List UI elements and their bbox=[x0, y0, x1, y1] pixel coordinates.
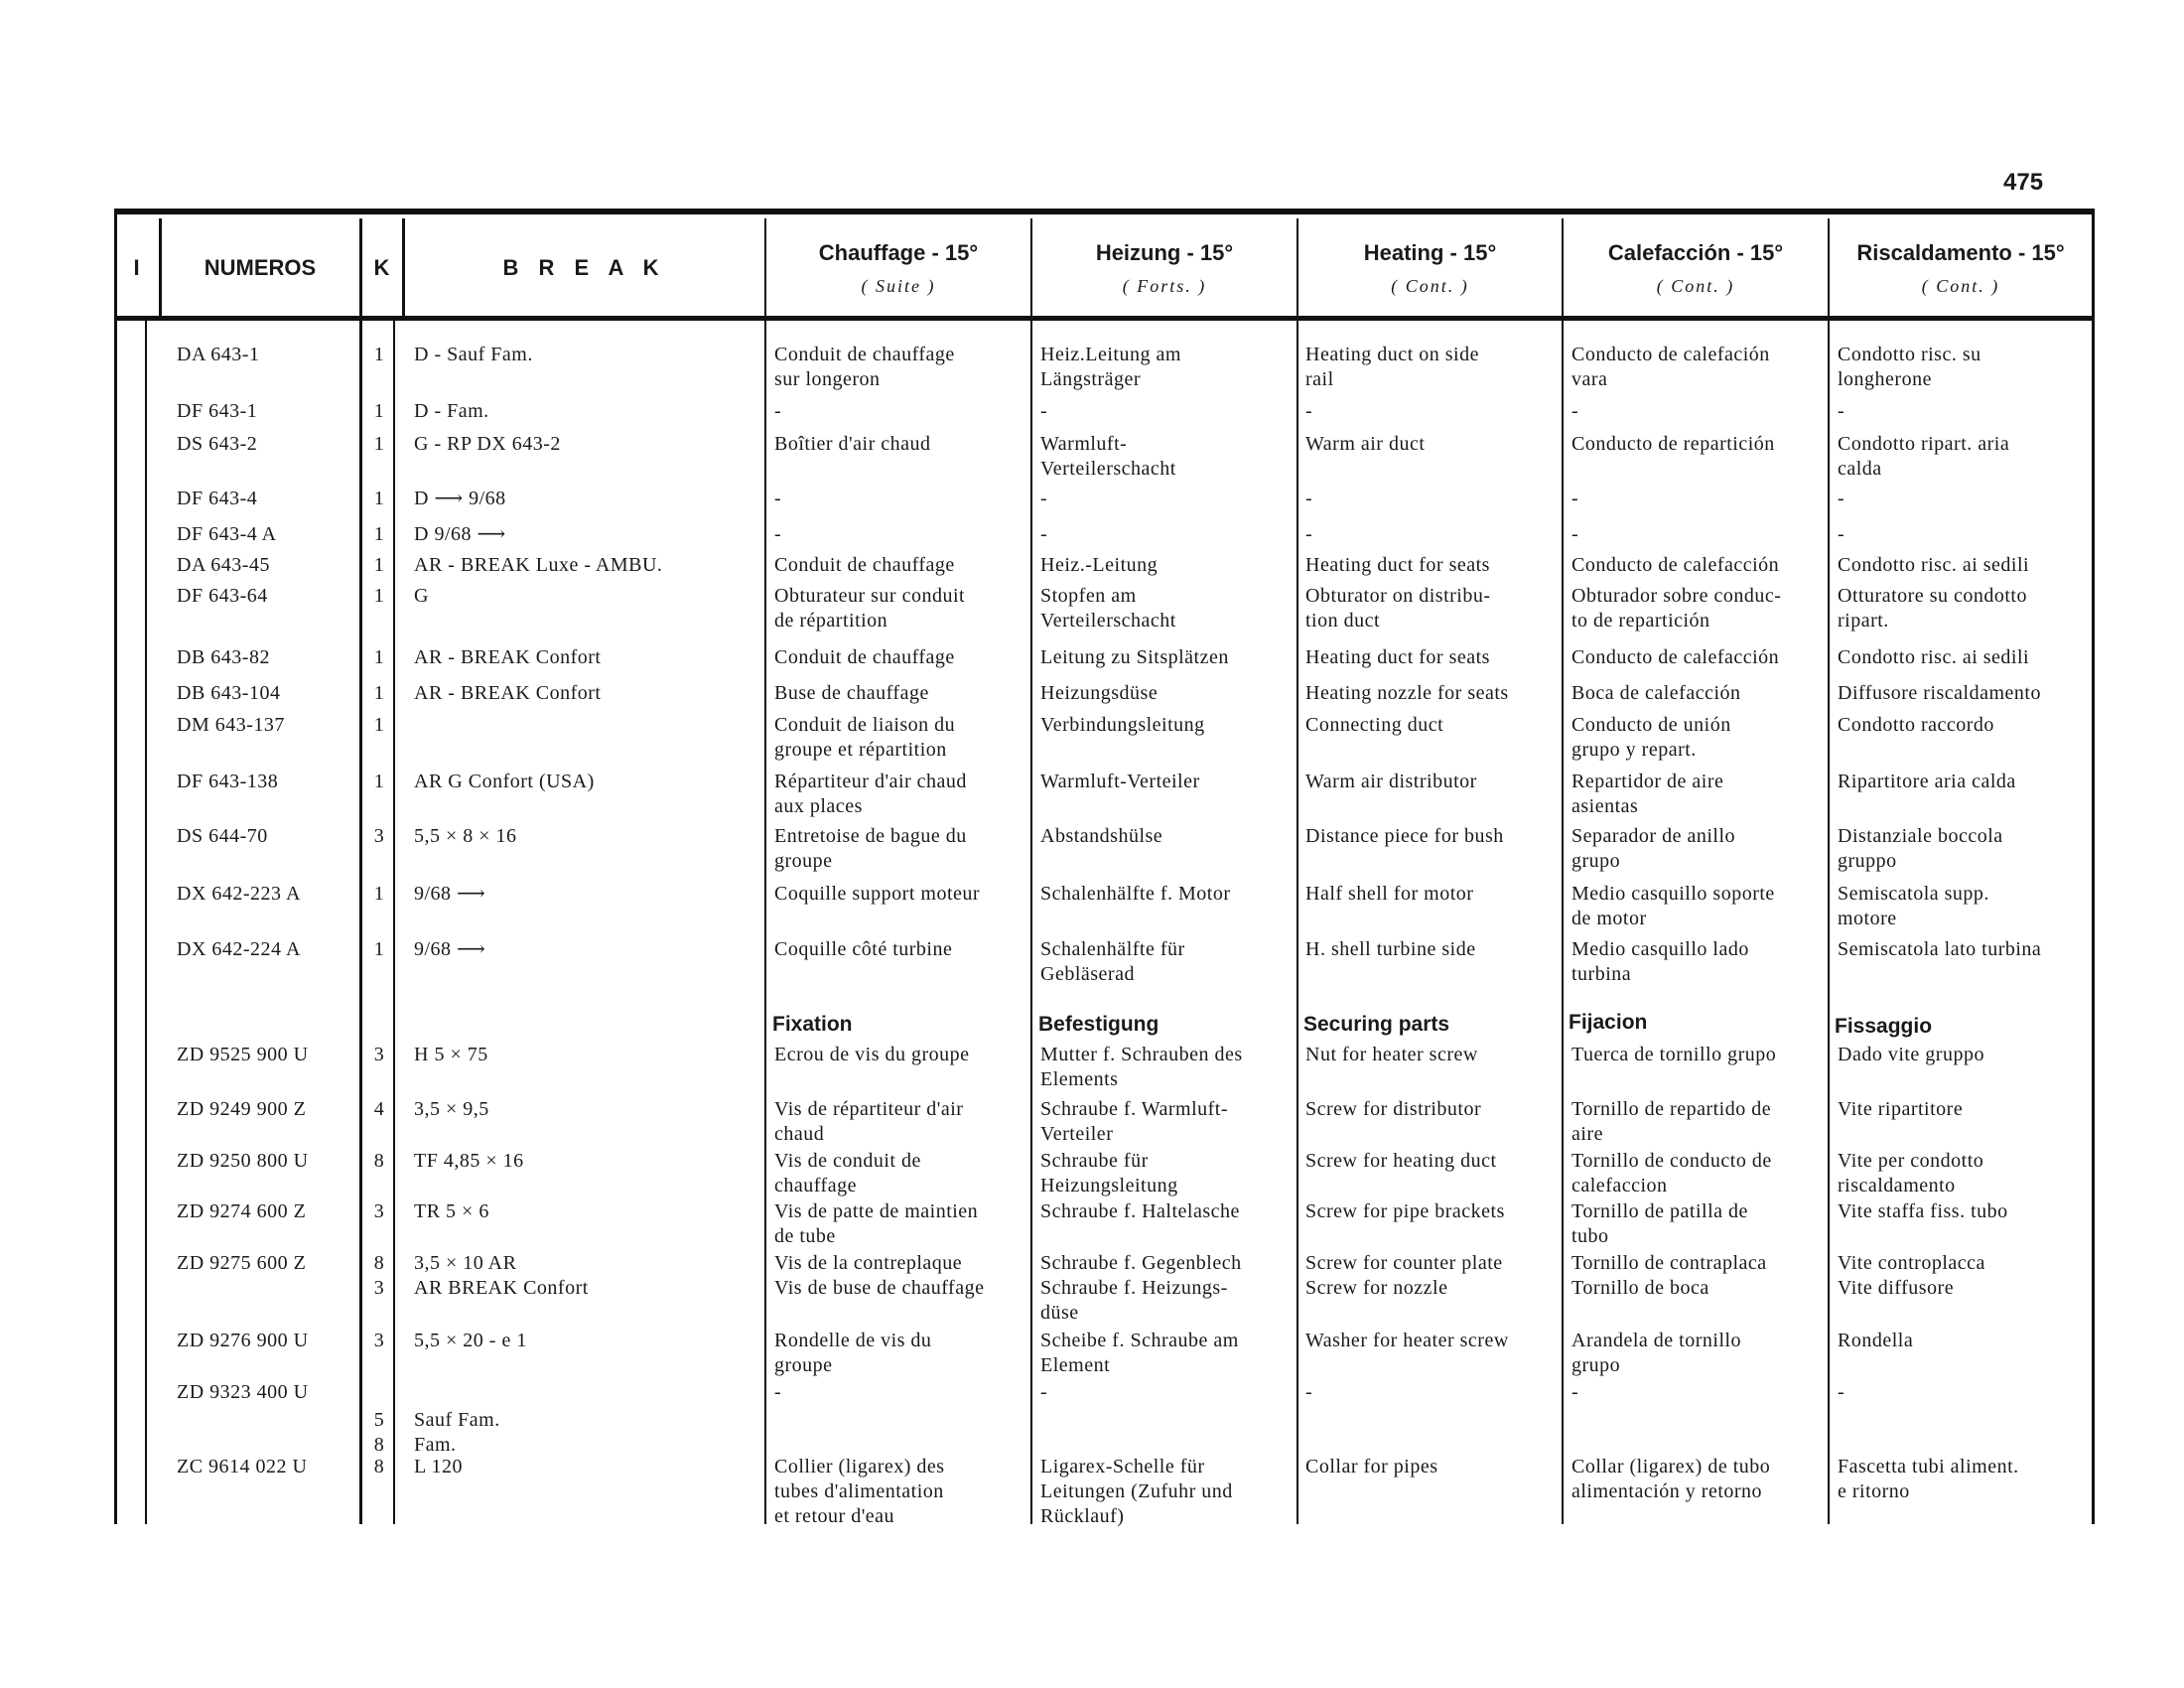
desc-spanish-cell: Repartidor de aire asientas bbox=[1571, 771, 1724, 817]
break-variant-cell: AR G Confort (USA) bbox=[414, 771, 595, 792]
desc-german-cell: Warmluft-Verteiler bbox=[1040, 771, 1200, 792]
section-heading-es: Fijacion bbox=[1569, 1011, 1648, 1034]
break-variant-cell: Sauf Fam. Fam. bbox=[414, 1409, 500, 1456]
header-break: B R E A K bbox=[502, 255, 666, 280]
desc-spanish-cell: Collar (ligarex) de tubo alimentación y retorno bbox=[1571, 1456, 1771, 1502]
desc-spanish-cell: - bbox=[1571, 488, 1579, 509]
part-number-cell: DS 643-2 bbox=[177, 433, 258, 455]
desc-french-cell: Vis de répartiteur d'air chaud bbox=[774, 1098, 964, 1145]
break-variant-cell: D - Sauf Fam. bbox=[414, 344, 533, 365]
break-variant-cell: L 120 bbox=[414, 1456, 463, 1477]
desc-french-cell: Ecrou de vis du groupe bbox=[774, 1044, 970, 1065]
section-heading-it: Fissaggio bbox=[1835, 1015, 1933, 1038]
part-number-cell: DX 642-223 A bbox=[177, 883, 301, 905]
desc-italian-cell: Vite per condotto riscaldamento bbox=[1838, 1150, 1984, 1196]
desc-german-cell: Heiz.Leitung am Längsträger bbox=[1040, 344, 1181, 390]
desc-german-cell: Schraube f. Gegenblech Schraube f. Heizungs- düse bbox=[1040, 1252, 1242, 1324]
column-divider bbox=[1297, 218, 1298, 1524]
desc-french-cell: Répartiteur d'air chaud aux places bbox=[774, 771, 967, 817]
desc-italian-cell: Vite controplacca Vite diffusore bbox=[1838, 1252, 1985, 1299]
quantity-cell: 4 bbox=[373, 1098, 385, 1120]
part-number-cell: ZD 9323 400 U bbox=[177, 1381, 309, 1403]
desc-english-cell: - bbox=[1305, 523, 1313, 545]
desc-french-cell: - bbox=[774, 488, 782, 509]
quantity-cell: 3 bbox=[373, 1330, 385, 1351]
desc-german-cell: - bbox=[1040, 523, 1048, 545]
desc-english-cell: Collar for pipes bbox=[1305, 1456, 1438, 1477]
quantity-cell: 3 bbox=[373, 1044, 385, 1065]
part-number-cell: ZD 9274 600 Z bbox=[177, 1200, 307, 1222]
header-german: Heizung - 15° ( Forts. ) bbox=[1095, 239, 1234, 296]
desc-french-cell: - bbox=[774, 400, 782, 422]
desc-spanish-cell: Conducto de calefacción bbox=[1571, 554, 1780, 576]
quantity-cell: 1 bbox=[373, 488, 385, 509]
desc-english-cell: Heating duct for seats bbox=[1305, 554, 1490, 576]
desc-german-cell: Abstandshülse bbox=[1040, 825, 1163, 847]
desc-spanish-cell: Medio casquillo lado turbina bbox=[1571, 938, 1749, 985]
desc-french-cell: Buse de chauffage bbox=[774, 682, 929, 704]
desc-french-cell: Conduit de chauffage bbox=[774, 554, 955, 576]
part-number-cell: DF 643-64 bbox=[177, 585, 268, 607]
desc-italian-cell: Condotto raccordo bbox=[1838, 714, 1994, 736]
part-number-cell: DB 643-82 bbox=[177, 646, 270, 668]
desc-french-cell: Conduit de chauffage bbox=[774, 646, 955, 668]
desc-german-cell: Heiz.-Leitung bbox=[1040, 554, 1159, 576]
break-variant-cell: 3,5 × 9,5 bbox=[414, 1098, 489, 1120]
desc-english-cell: - bbox=[1305, 1381, 1313, 1403]
quantity-cell: 1 bbox=[373, 523, 385, 545]
desc-italian-cell: - bbox=[1838, 1381, 1845, 1403]
desc-italian-cell: Distanziale boccola gruppo bbox=[1838, 825, 2003, 872]
part-number-cell: DM 643-137 bbox=[177, 714, 285, 736]
desc-english-cell: Obturator on distribu- tion duct bbox=[1305, 585, 1491, 632]
part-number-cell: DX 642-224 A bbox=[177, 938, 301, 960]
desc-german-cell: Scheibe f. Schraube am Element bbox=[1040, 1330, 1239, 1376]
desc-german-cell: Ligarex-Schelle für Leitungen (Zufuhr und Rücklauf) bbox=[1040, 1456, 1233, 1527]
desc-italian-cell: Rondella bbox=[1838, 1330, 1914, 1351]
break-variant-cell: D - Fam. bbox=[414, 400, 489, 422]
quantity-cell: 1 bbox=[373, 714, 385, 736]
desc-german-cell: Schalenhälfte f. Motor bbox=[1040, 883, 1231, 905]
desc-german-cell: Warmluft- Verteilerschacht bbox=[1040, 433, 1176, 480]
desc-italian-cell: Semiscatola lato turbina bbox=[1838, 938, 2042, 960]
break-variant-cell: 5,5 × 20 - e 1 bbox=[414, 1330, 527, 1351]
part-number-cell: DF 643-1 bbox=[177, 400, 258, 422]
quantity-cell: 1 bbox=[373, 585, 385, 607]
desc-french-cell: Vis de la contreplaque Vis de buse de chauffage bbox=[774, 1252, 985, 1299]
desc-english-cell: Warm air duct bbox=[1305, 433, 1426, 455]
page-number: 475 bbox=[2003, 169, 2044, 196]
desc-italian-cell: - bbox=[1838, 488, 1845, 509]
part-number-cell: ZD 9275 600 Z bbox=[177, 1252, 307, 1274]
quantity-cell: 8 3 bbox=[373, 1252, 385, 1299]
desc-spanish-cell: Separador de anillo grupo bbox=[1571, 825, 1735, 872]
desc-german-cell: Stopfen am Verteilerschacht bbox=[1040, 585, 1176, 632]
desc-french-cell: - bbox=[774, 1381, 782, 1403]
desc-english-cell: Screw for pipe brackets bbox=[1305, 1200, 1505, 1222]
header-bottom-rule bbox=[114, 316, 2095, 321]
desc-french-cell: Conduit de chauffage sur longeron bbox=[774, 344, 955, 390]
table-top-rule bbox=[114, 209, 2095, 214]
part-number-cell: DF 643-138 bbox=[177, 771, 279, 792]
desc-spanish-cell: - bbox=[1571, 1381, 1579, 1403]
column-divider bbox=[2092, 209, 2095, 1524]
desc-italian-cell: Ripartitore aria calda bbox=[1838, 771, 2016, 792]
desc-spanish-cell: Obturador sobre conduc- to de repartición bbox=[1571, 585, 1782, 632]
desc-english-cell: Washer for heater screw bbox=[1305, 1330, 1509, 1351]
part-number-cell: DA 643-1 bbox=[177, 344, 260, 365]
desc-spanish-cell: Conducto de unión grupo y repart. bbox=[1571, 714, 1731, 761]
break-variant-cell: 3,5 × 10 AR AR BREAK Confort bbox=[414, 1252, 589, 1299]
desc-italian-cell: Semiscatola supp. motore bbox=[1838, 883, 1989, 929]
desc-english-cell: - bbox=[1305, 488, 1313, 509]
desc-french-cell: Obturateur sur conduit de répartition bbox=[774, 585, 966, 632]
break-variant-cell: 9/68 ⟶ bbox=[414, 883, 486, 905]
desc-french-cell: Conduit de liaison du groupe et répartition bbox=[774, 714, 956, 761]
section-heading-de: Befestigung bbox=[1038, 1013, 1160, 1036]
quantity-cell: 1 bbox=[373, 938, 385, 960]
desc-spanish-cell: Tuerca de tornillo grupo bbox=[1571, 1044, 1777, 1065]
header-italian: Riscaldamento - 15° ( Cont. ) bbox=[1856, 239, 2065, 296]
desc-italian-cell: Condotto risc. ai sedili bbox=[1838, 554, 2030, 576]
desc-spanish-cell: - bbox=[1571, 523, 1579, 545]
desc-english-cell: Distance piece for bush bbox=[1305, 825, 1504, 847]
header-english: Heating - 15° ( Cont. ) bbox=[1363, 239, 1497, 296]
part-number-cell: ZD 9525 900 U bbox=[177, 1044, 309, 1065]
desc-german-cell: Schalenhälfte für Gebläserad bbox=[1040, 938, 1185, 985]
column-divider bbox=[764, 218, 766, 1524]
desc-english-cell: H. shell turbine side bbox=[1305, 938, 1476, 960]
desc-french-cell: Coquille côté turbine bbox=[774, 938, 953, 960]
desc-spanish-cell: Tornillo de patilla de tubo bbox=[1571, 1200, 1748, 1247]
quantity-cell: 1 bbox=[373, 883, 385, 905]
quantity-cell: 1 bbox=[373, 554, 385, 576]
break-variant-cell: G bbox=[414, 585, 429, 607]
desc-french-cell: Vis de patte de maintien de tube bbox=[774, 1200, 979, 1247]
desc-german-cell: Schraube f. Warmluft- Verteiler bbox=[1040, 1098, 1229, 1145]
part-number-cell: DF 643-4 A bbox=[177, 523, 277, 545]
desc-spanish-cell: Tornillo de contraplaca Tornillo de boca bbox=[1571, 1252, 1767, 1299]
break-variant-cell: G - RP DX 643-2 bbox=[414, 433, 561, 455]
desc-italian-cell: Condotto risc. ai sedili bbox=[1838, 646, 2030, 668]
desc-french-cell: Entretoise de bague du groupe bbox=[774, 825, 967, 872]
break-variant-cell: AR - BREAK Confort bbox=[414, 682, 602, 704]
quantity-cell: 1 bbox=[373, 433, 385, 455]
desc-italian-cell: Condotto ripart. aria calda bbox=[1838, 433, 2010, 480]
header-index: I bbox=[133, 255, 140, 280]
desc-english-cell: Screw for counter plate Screw for nozzle bbox=[1305, 1252, 1503, 1299]
desc-italian-cell: - bbox=[1838, 523, 1845, 545]
quantity-cell: 1 bbox=[373, 682, 385, 704]
column-divider bbox=[145, 320, 147, 1524]
desc-german-cell: - bbox=[1040, 1381, 1048, 1403]
quantity-cell: 1 bbox=[373, 344, 385, 365]
desc-german-cell: Mutter f. Schrauben des Elements bbox=[1040, 1044, 1243, 1090]
section-heading-fr: Fixation bbox=[772, 1013, 853, 1036]
desc-italian-cell: Vite staffa fiss. tubo bbox=[1838, 1200, 2008, 1222]
desc-spanish-cell: - bbox=[1571, 400, 1579, 422]
desc-italian-cell: Otturatore su condotto ripart. bbox=[1838, 585, 2027, 632]
desc-french-cell: - bbox=[774, 523, 782, 545]
quantity-cell: 1 bbox=[373, 400, 385, 422]
break-variant-cell: 9/68 ⟶ bbox=[414, 938, 486, 960]
desc-spanish-cell: Conducto de repartición bbox=[1571, 433, 1775, 455]
desc-french-cell: Coquille support moteur bbox=[774, 883, 981, 905]
desc-english-cell: Connecting duct bbox=[1305, 714, 1444, 736]
quantity-cell: 8 bbox=[373, 1150, 385, 1172]
desc-spanish-cell: Arandela de tornillo grupo bbox=[1571, 1330, 1742, 1376]
part-number-cell: DA 643-45 bbox=[177, 554, 270, 576]
desc-english-cell: - bbox=[1305, 400, 1313, 422]
desc-german-cell: Verbindungsleitung bbox=[1040, 714, 1205, 736]
desc-italian-cell: Condotto risc. su longherone bbox=[1838, 344, 1981, 390]
break-variant-cell: 5,5 × 8 × 16 bbox=[414, 825, 517, 847]
desc-english-cell: Screw for heating duct bbox=[1305, 1150, 1497, 1172]
desc-spanish-cell: Boca de calefacción bbox=[1571, 682, 1741, 704]
desc-spanish-cell: Conducto de calefación vara bbox=[1571, 344, 1770, 390]
quantity-cell: 8 bbox=[373, 1456, 385, 1477]
desc-french-cell: Vis de conduit de chauffage bbox=[774, 1150, 921, 1196]
desc-spanish-cell: Medio casquillo soporte de motor bbox=[1571, 883, 1775, 929]
desc-french-cell: Boîtier d'air chaud bbox=[774, 433, 931, 455]
section-heading-en: Securing parts bbox=[1303, 1013, 1450, 1036]
desc-english-cell: Heating duct for seats bbox=[1305, 646, 1490, 668]
desc-german-cell: Schraube f. Haltelasche bbox=[1040, 1200, 1240, 1222]
quantity-cell: 3 bbox=[373, 825, 385, 847]
header-numeros: NUMEROS bbox=[204, 255, 317, 280]
desc-spanish-cell: Tornillo de conducto de calefaccion bbox=[1571, 1150, 1772, 1196]
part-number-cell: DS 644-70 bbox=[177, 825, 268, 847]
desc-italian-cell: Vite ripartitore bbox=[1838, 1098, 1964, 1120]
desc-french-cell: Rondelle de vis du groupe bbox=[774, 1330, 932, 1376]
desc-english-cell: Heating nozzle for seats bbox=[1305, 682, 1509, 704]
desc-italian-cell: Dado vite gruppo bbox=[1838, 1044, 1984, 1065]
break-variant-cell: AR - BREAK Luxe - AMBU. bbox=[414, 554, 663, 576]
desc-english-cell: Screw for distributor bbox=[1305, 1098, 1482, 1120]
break-variant-cell: TF 4,85 × 16 bbox=[414, 1150, 524, 1172]
desc-german-cell: Heizungsdüse bbox=[1040, 682, 1159, 704]
desc-english-cell: Half shell for motor bbox=[1305, 883, 1474, 905]
part-number-cell: DF 643-4 bbox=[177, 488, 258, 509]
quantity-cell: 3 bbox=[373, 1200, 385, 1222]
header-spanish: Calefacción - 15° ( Cont. ) bbox=[1607, 239, 1784, 296]
quantity-cell: 1 bbox=[373, 646, 385, 668]
quantity-cell: 1 bbox=[373, 771, 385, 792]
header-french: Chauffage - 15° ( Suite ) bbox=[818, 239, 979, 296]
desc-german-cell: - bbox=[1040, 488, 1048, 509]
break-variant-cell: D 9/68 ⟶ bbox=[414, 523, 506, 545]
quantity-cell: 5 8 bbox=[373, 1409, 385, 1456]
desc-french-cell: Collier (ligarex) des tubes d'alimentation et retour d'eau bbox=[774, 1456, 945, 1527]
part-number-cell: DB 643-104 bbox=[177, 682, 281, 704]
part-number-cell: ZC 9614 022 U bbox=[177, 1456, 308, 1477]
column-divider bbox=[114, 209, 117, 1524]
column-divider bbox=[359, 218, 362, 1524]
desc-italian-cell: - bbox=[1838, 400, 1845, 422]
desc-english-cell: Nut for heater screw bbox=[1305, 1044, 1478, 1065]
desc-german-cell: Schraube für Heizungsleitung bbox=[1040, 1150, 1178, 1196]
desc-italian-cell: Fascetta tubi aliment. e ritorno bbox=[1838, 1456, 2019, 1502]
desc-spanish-cell: Conducto de calefacción bbox=[1571, 646, 1780, 668]
break-variant-cell: D ⟶ 9/68 bbox=[414, 488, 506, 509]
part-number-cell: ZD 9250 800 U bbox=[177, 1150, 309, 1172]
desc-german-cell: Leitung zu Sitsplätzen bbox=[1040, 646, 1229, 668]
break-variant-cell: TR 5 × 6 bbox=[414, 1200, 489, 1222]
desc-english-cell: Heating duct on side rail bbox=[1305, 344, 1479, 390]
break-variant-cell: H 5 × 75 bbox=[414, 1044, 488, 1065]
desc-italian-cell: Diffusore riscaldamento bbox=[1838, 682, 2041, 704]
header-k: K bbox=[373, 255, 390, 280]
part-number-cell: ZD 9276 900 U bbox=[177, 1330, 309, 1351]
desc-english-cell: Warm air distributor bbox=[1305, 771, 1477, 792]
break-variant-cell: AR - BREAK Confort bbox=[414, 646, 602, 668]
desc-german-cell: - bbox=[1040, 400, 1048, 422]
part-number-cell: ZD 9249 900 Z bbox=[177, 1098, 307, 1120]
desc-spanish-cell: Tornillo de repartido de aire bbox=[1571, 1098, 1772, 1145]
